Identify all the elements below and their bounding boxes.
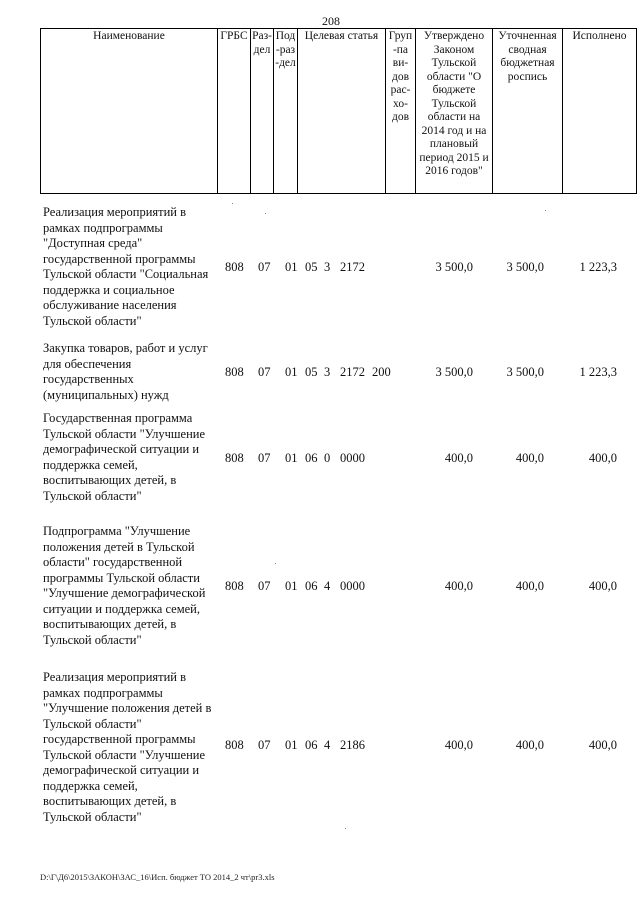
column-header-grbs: ГРБС: [218, 29, 251, 194]
row-approved: 400,0: [444, 451, 473, 465]
column-header-razdel: Раз-дел: [251, 29, 274, 194]
row-grbs: 808: [225, 738, 244, 752]
page-number: 208: [322, 14, 340, 28]
row-podrazdel: 01: [285, 260, 298, 274]
row-target-article-subprogram: 4: [324, 579, 331, 593]
row-executed: 1 223,3: [579, 260, 617, 274]
row-target-article-code: 2172: [340, 365, 365, 379]
row-name: Реализация мероприятий в рамках подпрограммы "Доступная среда" государственной программы Тульской области "Социальная поддержка и социальное обслуживание населения Тульской области": [43, 205, 209, 328]
row-target-article-program: 05: [305, 260, 318, 274]
row-approved: 3 500,0: [435, 260, 473, 274]
row-podrazdel: 01: [285, 365, 298, 379]
row-name: Закупка товаров, работ и услуг для обеспечения государственных (муниципальных) нужд: [43, 341, 208, 402]
row-approved: 3 500,0: [435, 365, 473, 379]
table-row: [0, 205, 640, 330]
table-row: [0, 341, 640, 403]
row-grbs: 808: [225, 365, 244, 379]
row-target-article-program: 06: [305, 451, 318, 465]
row-target-article-code: 2186: [340, 738, 365, 752]
scan-speck: [545, 210, 546, 211]
table-row: [0, 524, 640, 649]
row-name: Реализация мероприятий в рамках подпрограммы "Улучшение положения детей в Тульской области" государственной программы Тульской области "Улучшение демографической ситуации и поддержка семей, воспитывающих детей, в Тульской области": [43, 670, 212, 824]
scan-speck: [275, 563, 276, 564]
file-path-footer: D:\Г\Д6\2015\ЗАКОН\ЗАС_16\Исп. бюджет ТО 2014_2 чт\pr3.xls: [40, 872, 275, 882]
row-target-article-program: 06: [305, 738, 318, 752]
row-podrazdel: 01: [285, 579, 298, 593]
row-razdel: 07: [258, 738, 271, 752]
row-target-article-program: 06: [305, 579, 318, 593]
row-approved: 400,0: [444, 579, 473, 593]
row-razdel: 07: [258, 451, 271, 465]
table-row: [0, 670, 640, 826]
row-target-article-subprogram: 3: [324, 260, 331, 274]
row-razdel: 07: [258, 579, 271, 593]
row-name: Государственная программа Тульской области "Улучшение демографической ситуации и поддержка семей, воспитывающих детей, в Тульской области": [43, 411, 206, 503]
row-executed: 400,0: [588, 451, 617, 465]
column-header-executed: Исполнено: [563, 29, 637, 194]
row-refined: 3 500,0: [506, 260, 544, 274]
table-header: [40, 28, 637, 194]
row-approved: 400,0: [444, 738, 473, 752]
row-executed: 400,0: [588, 738, 617, 752]
scan-speck: [345, 828, 346, 829]
row-grbs: 808: [225, 451, 244, 465]
row-name: Подпрограмма "Улучшение положения детей в Тульской области" государственной программы Тульской области "Улучшение демографической ситуации и поддержка семей, воспитывающих детей, в Тульской области": [43, 524, 206, 647]
row-expense-group: 200: [372, 365, 391, 379]
row-executed: 400,0: [588, 579, 617, 593]
row-target-article-subprogram: 4: [324, 738, 331, 752]
column-header-expense-group: Груп-па ви-дов рас-хо-дов: [386, 29, 416, 194]
column-header-target-article: Целевая статья: [298, 29, 386, 194]
row-executed: 1 223,3: [579, 365, 617, 379]
row-refined: 400,0: [515, 579, 544, 593]
row-podrazdel: 01: [285, 738, 298, 752]
column-header-name: Наименование: [41, 29, 218, 194]
row-razdel: 07: [258, 365, 271, 379]
scan-speck: [265, 213, 266, 214]
row-refined: 400,0: [515, 451, 544, 465]
row-grbs: 808: [225, 579, 244, 593]
row-target-article-code: 0000: [340, 451, 365, 465]
row-target-article-program: 05: [305, 365, 318, 379]
row-target-article-subprogram: 3: [324, 365, 331, 379]
row-podrazdel: 01: [285, 451, 298, 465]
row-refined: 400,0: [515, 738, 544, 752]
row-target-article-code: 2172: [340, 260, 365, 274]
scan-speck: [232, 203, 233, 204]
column-header-podrazdel: Под-раз-дел: [274, 29, 298, 194]
row-razdel: 07: [258, 260, 271, 274]
row-target-article-code: 0000: [340, 579, 365, 593]
column-header-approved: Утверждено Законом Тульской области "О бюджете Тульской области на 2014 год и на плановый период 2015 и 2016 годов": [416, 29, 493, 194]
column-header-refined: Уточненная сводная бюджетная роспись: [493, 29, 563, 194]
table-row: [0, 411, 640, 506]
row-target-article-subprogram: 0: [324, 451, 331, 465]
row-refined: 3 500,0: [506, 365, 544, 379]
row-grbs: 808: [225, 260, 244, 274]
